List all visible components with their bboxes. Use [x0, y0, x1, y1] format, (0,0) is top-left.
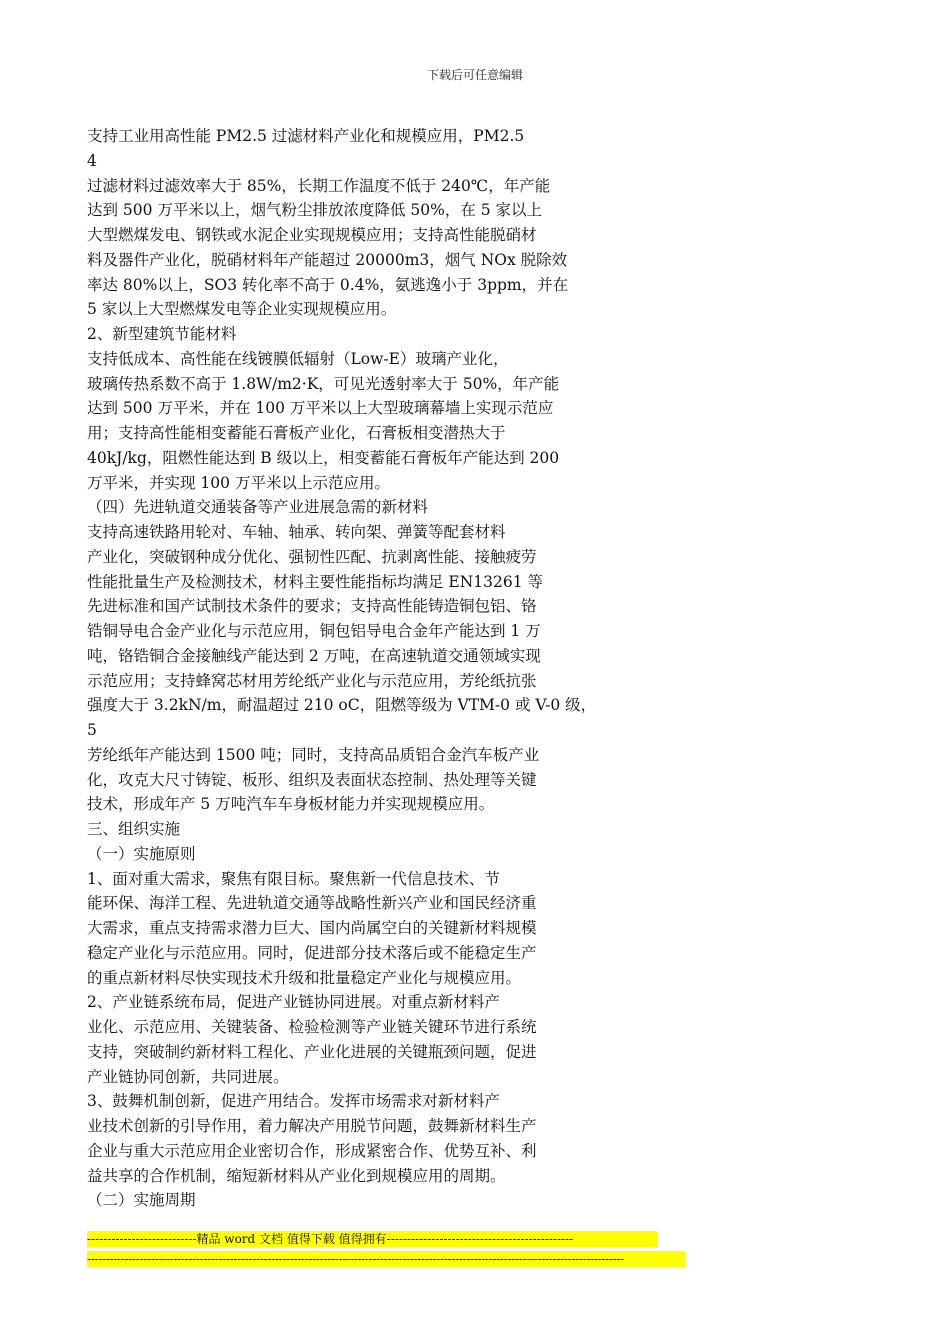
text-line: 化，攻克大尺寸铸锭、板形、组织及表面状态控制、热处理等关键 [87, 770, 537, 789]
text-line: 3、鼓舞机制创新，促进产用结合。发挥市场需求对新材料产 [87, 1092, 500, 1111]
text-line: 支持工业用高性能 PM2.5 过滤材料产业化和规模应用，PM2.5 [87, 127, 525, 145]
section-heading: 三、组织实施 [87, 820, 181, 838]
text-line: 强度大于 3.2kN/m，耐温超过 210 oC，阻燃等级为 VTM-0 或 V-0 级， [87, 696, 597, 715]
text-line: 达到 500 万平米，并在 100 万平米以上大型玻璃幕墙上实现示范应 [87, 399, 554, 418]
text-line: 1、面对重大需求，聚焦有限目标。聚焦新一代信息技术、节 [87, 869, 500, 888]
text-line: 支持，突破制约新材料工程化、产业化进展的关键瓶颈问题，促进 [87, 1042, 537, 1061]
text-line: 5 家以上大型燃煤发电等企业实现规模应用。 [87, 300, 397, 319]
text-line: 40kJ/kg，阻燃性能达到 B 级以上，相变蓄能石膏板年产能达到 200 [87, 448, 560, 467]
text-line: 芳纶纸年产能达到 1500 吨；同时，支持高品质铝合金汽车板产业 [87, 745, 540, 764]
text-line: 吨，铬锆铜合金接触线产能达到 2 万吨，在高速轨道交通领域实现 [87, 646, 541, 665]
text-line: 技术，形成年产 5 万吨汽车车身板材能力并实现规模应用。 [87, 795, 495, 814]
text-line: 产业链协同创新，共同进展。 [87, 1067, 289, 1086]
text-line: 稳定产业化与示范应用。同时，促进部分技术落后或不能稳定生产 [87, 943, 537, 962]
text-line: 能环保、海洋工程、先进轨道交通等战略性新兴产业和国民经济重 [87, 894, 537, 913]
text-line: 达到 500 万平米以上，烟气粉尘排放浓度降低 50%，在 5 家以上 [87, 201, 543, 220]
text-line: 性能批量生产及检测技术，材料主要性能指标均满足 EN13261 等 [87, 572, 544, 591]
footer-banner [87, 1231, 685, 1271]
text-line: 用；支持高性能相变蓄能石膏板产业化，石膏板相变潜热大于 [87, 424, 506, 442]
text-line: 的重点新材料尽快实现技术升级和批量稳定产业化与规模应用。 [87, 968, 522, 987]
text-line: 过滤材料过滤效率大于 85%，长期工作温度不低于 240℃，年产能 [87, 176, 551, 195]
footer-line: ---------------------------精品 word 文档 值得下载 值得拥有---------------------------------------------- [87, 1231, 657, 1247]
page-header: 下载后可任意编辑 [426, 68, 523, 82]
document-body [87, 124, 607, 1213]
text-line: 锆铜导电合金产业化与示范应用，铜包铝导电合金年产能达到 1 万 [87, 622, 541, 640]
text-line: 业化、示范应用、关键装备、检验检测等产业链关键环节进行系统 [87, 1018, 537, 1036]
text-line: 4 [87, 151, 97, 170]
text-line: 5 [87, 721, 97, 739]
text-line: 先进标准和国产试制技术条件的要求；支持高性能铸造铜包铝、铬 [87, 597, 537, 616]
text-line: 产业化，突破钢种成分优化、强韧性匹配、抗剥离性能、接触疲劳 [87, 547, 537, 566]
text-line: 示范应用；支持蜂窝芯材用芳纶纸产业化与示范应用，芳纶纸抗张 [87, 671, 537, 690]
text-line: 大需求，重点支持需求潜力巨大、国内尚属空白的关键新材料规模 [87, 919, 537, 937]
section-heading: （四）先进轨道交通装备等产业进展急需的新材料 [87, 498, 429, 517]
text-line: 益共享的合作机制，缩短新材料从产业化到规模应用的周期。 [87, 1166, 506, 1185]
footer-line: ----------------------------------------------------------------------------------------------------------------------------------------------- [87, 1251, 685, 1267]
section-heading: （二）实施周期 [87, 1191, 196, 1210]
text-line: 玻璃传热系数不高于 1.8W/m2·K，可见光透射率大于 50%，年产能 [87, 374, 560, 393]
text-line: 业技术创新的引导作用，着力解决产用脱节问题，鼓舞新材料生产 [87, 1117, 537, 1135]
text-line: 支持高速铁路用轮对、车轴、轴承、转向架、弹簧等配套材料 [87, 523, 506, 541]
section-heading: （一）实施原则 [87, 844, 196, 863]
text-line: 支持低成本、高性能在线镀膜低辐射（Low-E）玻璃产业化， [87, 349, 509, 368]
text-line: 大型燃煤发电、钢铁或水泥企业实现规模应用；支持高性能脱硝材 [87, 226, 537, 244]
text-line: 2、产业链系统布局，促进产业链协同进展。对重点新材料产 [87, 993, 500, 1012]
text-line: 万平米，并实现 100 万平米以上示范应用。 [87, 473, 390, 492]
text-line: 企业与重大示范应用企业密切合作，形成紧密合作、优势互补、利 [87, 1141, 537, 1160]
text-line: 率达 80%以上，SO3 转化率不高于 0.4%，氨逃逸小于 3ppm，并在 [87, 275, 569, 294]
section-heading: 2、新型建筑节能材料 [87, 325, 237, 343]
text-line: 料及器件产业化，脱硝材料年产能超过 20000m3，烟气 NOx 脱除效 [87, 250, 568, 269]
